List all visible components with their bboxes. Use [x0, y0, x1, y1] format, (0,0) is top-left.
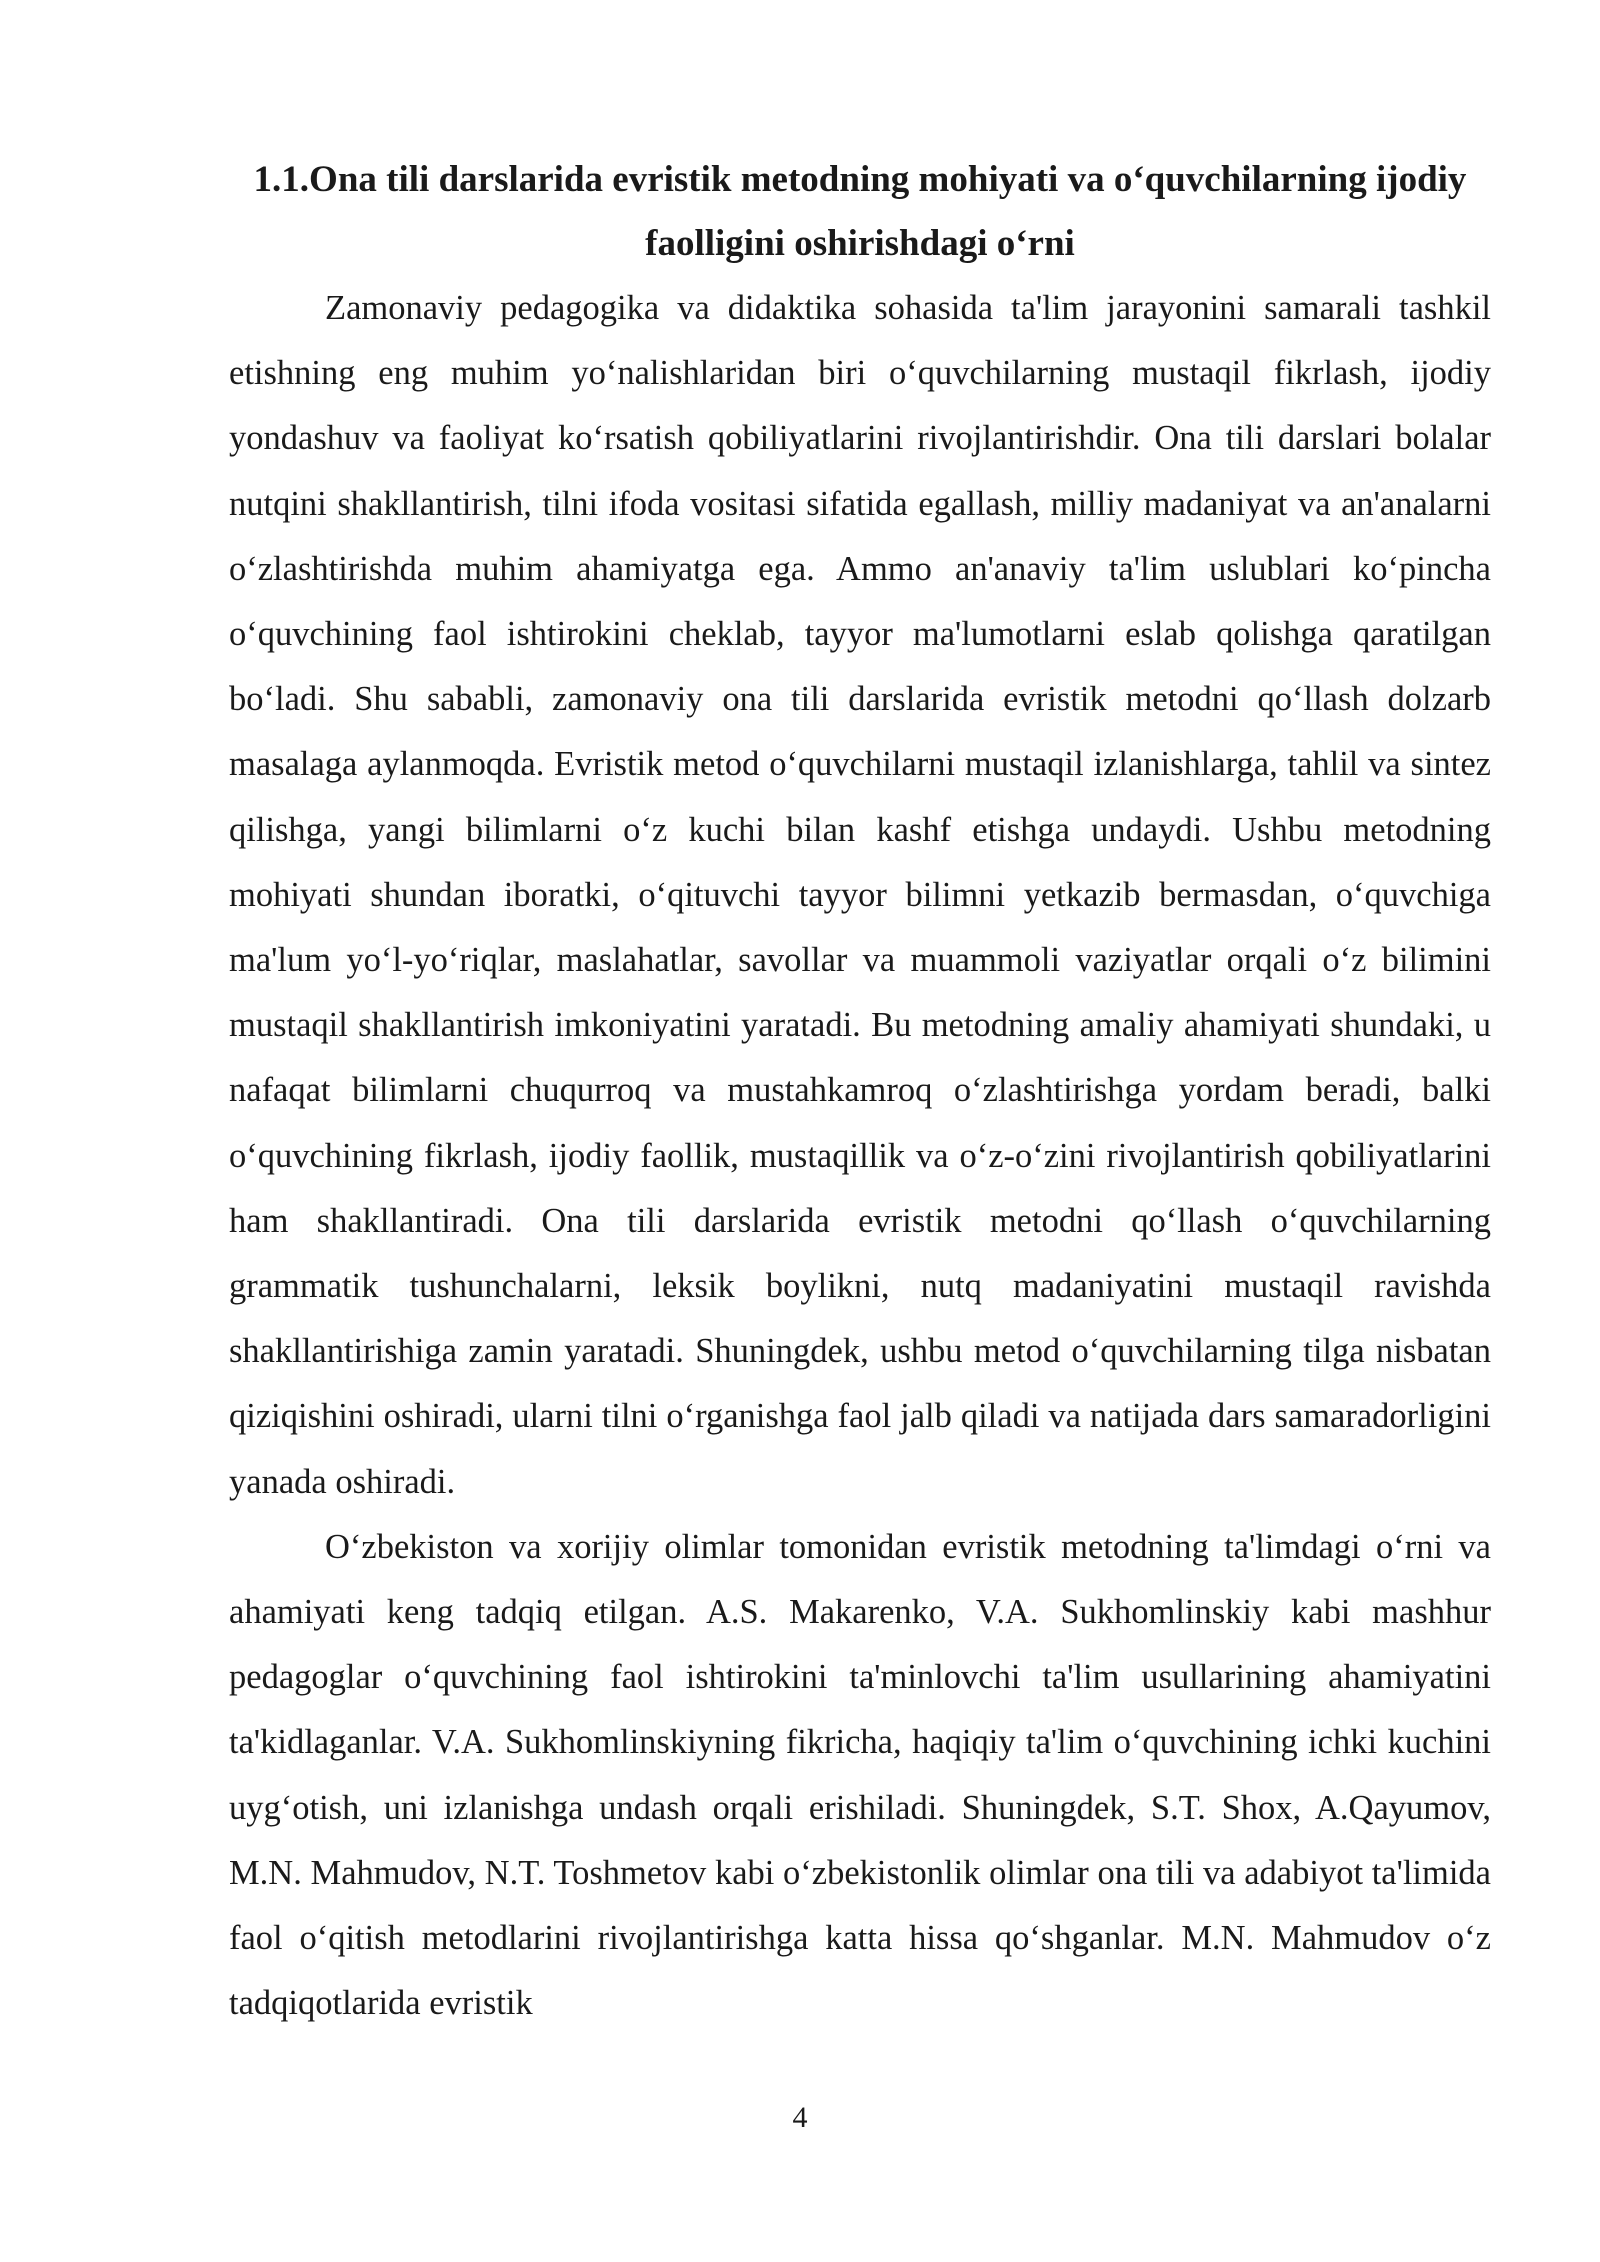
body-paragraph-1: Zamonaviy pedagogika va didaktika sohasida ta'lim jarayonini samarali tashkil etishning eng muhim yo‘nalishlaridan biri o‘quvchilarning mustaqil fikrlash, ijodiy yondashuv va faoliyat ko‘rsatish qobiliyatlarini rivojlantirishdir. Ona tili darslari bolalar nutqini shakllantirish, tilni ifoda vositasi sifatida egallash, milliy madaniyat va an'analarni o‘zlashtirishda muhim ahamiyatga ega. Ammo an'anaviy ta'lim uslublari ko‘pincha o‘quvchining faol ishtirokini cheklab, tayyor ma'lumotlarni eslab qolishga qaratilgan bo‘ladi. Shu sababli, zamonaviy ona tili darslarida evristik metodni qo‘llash dolzarb masalaga aylanmoqda. Evristik metod o‘quvchilarni mustaqil izlanishlarga, tahlil va sintez qilishga, yangi bilimlarni o‘z kuchi bilan kashf etishga undaydi. Ushbu metodning mohiyati shundan iboratki, o‘qituvchi tayyor bilimni yetkazib bermasdan, o‘quvchiga ma'lum yo‘l-yo‘riqlar, maslahatlar, savollar va muammoli vaziyatlar orqali o‘z bilimini mustaqil shakllantirish imkoniyatini yaratadi. Bu metodning amaliy ahamiyati shundaki, u nafaqat bilimlarni chuqurroq va mustahkamroq o‘zlashtirishga yordam beradi, balki o‘quvchining fikrlash, ijodiy faollik, mustaqillik va o‘z-o‘zini rivojlantirish qobiliyatlarini ham shakllantiradi. Ona tili darslarida evristik metodni qo‘llash o‘quvchilarning grammatik tushunchalarni, leksik boylikni, nutq madaniyatini mustaqil ravishda shakllantirishiga zamin yaratadi. Shuningdek, ushbu metod o‘quvchilarning tilga nisbatan qiziqishini oshiradi, ularni tilni o‘rganishga faol jalb qiladi va natijada dars samaradorligini yanada oshiradi. [229, 289, 1491, 1501]
section-heading-line-2: faolligini oshirishdagi o‘rni [645, 223, 1075, 264]
body-paragraph-2: O‘zbekiston va xorijiy olimlar tomonidan evristik metodning ta'limdagi o‘rni va ahamiyati keng tadqiq etilgan. A.S. Makarenko, V.A. Sukhomlinskiy kabi mashhur pedagoglar o‘quvchining faol ishtirokini ta'minlovchi ta'lim usullarining ahamiyatini ta'kidlaganlar. V.A. Sukhomlinskiyning fikricha, haqiqiy ta'lim o‘quvchining ichki kuchini uyg‘otish, uni izlanishga undash orqali erishiladi. Shuningdek, S.T. Shox, A.Qayumov, M.N. Mahmudov, N.T. Toshmetov kabi o‘zbekistonlik olimlar ona tili va adabiyot ta'limida faol o‘qitish metodlarini rivojlantirishga katta hissa qo‘shganlar. M.N. Mahmudov o‘z tadqiqotlarida evristik [229, 1527, 1491, 2023]
section-heading [229, 148, 1491, 276]
section-heading-line-1: 1.1.Ona tili darslarida evristik metodning mohiyati va o‘quvchilarning ijodiy [253, 159, 1467, 200]
page-content [229, 148, 1491, 2036]
page-number: 4 [792, 2101, 808, 2134]
